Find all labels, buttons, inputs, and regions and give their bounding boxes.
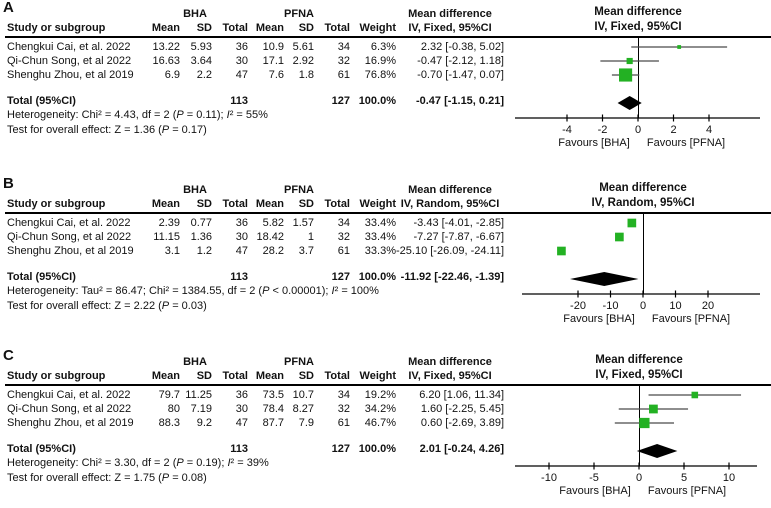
favours-left-label: Favours [BHA]: [558, 137, 630, 149]
cell-total-pfna: 61: [337, 417, 350, 429]
col-header-sd-bha: SD: [196, 22, 212, 34]
total-weight: 100.0%: [358, 95, 396, 107]
group-header-pfna: PFNA: [284, 356, 314, 368]
cell-sd-bha: 11.25: [185, 389, 212, 401]
cell-sd-pfna: 10.7: [292, 389, 314, 401]
tick-label: 2: [670, 124, 677, 136]
total-md: -11.92 [-22.46, -1.39]: [400, 271, 504, 283]
plot-title-line1: Mean difference: [599, 182, 687, 194]
col-header-mean-bha: Mean: [151, 198, 180, 210]
heterogeneity-note: Heterogeneity: Chi² = 3.30, df = 2 (P = 0.19); I² = 39%: [7, 457, 269, 469]
cell-mean-bha: 88.3: [158, 417, 180, 429]
cell-weight: 34.2%: [364, 403, 396, 415]
tick-label: 10: [722, 472, 736, 484]
tick-label: 0: [634, 124, 642, 136]
col-header-weight: Weight: [359, 198, 396, 210]
total-weight: 100.0%: [358, 443, 396, 455]
cell-md: -0.47 [-2.12, 1.18]: [417, 55, 504, 67]
study-row: [0, 54, 504, 68]
col-header-total-pfna: Total: [324, 198, 350, 210]
favours-left-label: Favours [BHA]: [559, 485, 631, 497]
effect-square: [677, 45, 681, 49]
group-header-bha: BHA: [183, 8, 207, 20]
cell-total-bha: 36: [235, 389, 248, 401]
effect-square: [639, 418, 649, 428]
col-header-mean-bha: Mean: [151, 22, 180, 34]
cell-md: -0.70 [-1.47, 0.07]: [417, 69, 504, 81]
cell-weight: 46.7%: [364, 417, 396, 429]
cell-total-bha: 30: [235, 231, 248, 243]
cell-mean-bha: 79.7: [158, 389, 180, 401]
col-header-mean-bha: Mean: [151, 370, 180, 382]
cell-mean-pfna: 18.42: [256, 231, 284, 243]
cell-md: -3.43 [-4.01, -2.85]: [413, 217, 504, 229]
total-weight: 100.0%: [358, 271, 396, 283]
cell-weight: 33.4%: [364, 231, 396, 243]
cell-mean-bha: 6.9: [164, 69, 180, 81]
total-label: Total (95%CI): [7, 95, 76, 107]
cell-total-pfna: 34: [337, 217, 350, 229]
cell-md: -25.10 [-26.09, -24.11]: [396, 245, 505, 257]
effect-square: [628, 219, 637, 228]
study-row: [0, 68, 504, 82]
overall-effect-note: Test for overall effect: Z = 1.75 (P = 0.08): [7, 472, 207, 484]
group-header-row: [0, 355, 504, 369]
study-name: Shenghu Zhou, et al 2019: [7, 417, 134, 429]
plot-title-line2: IV, Fixed, 95%CI: [594, 21, 682, 33]
study-row: [0, 244, 504, 258]
panel-a: [0, 0, 771, 176]
col-header-total-pfna: Total: [324, 22, 350, 34]
effect-square: [627, 58, 633, 64]
cell-total-pfna: 34: [337, 41, 350, 53]
cell-mean-pfna: 17.1: [262, 55, 284, 67]
md-header-line2: IV, Fixed, 95%CI: [408, 22, 492, 34]
total-label: Total (95%CI): [7, 271, 76, 283]
col-header-mean-pfna: Mean: [255, 198, 284, 210]
md-header-line2: IV, Random, 95%CI: [400, 198, 500, 210]
col-header-weight: Weight: [359, 370, 396, 382]
study-name: Chengkui Cai, et al. 2022: [7, 389, 131, 401]
group-header-pfna: PFNA: [284, 8, 314, 20]
cell-mean-pfna: 10.9: [262, 41, 284, 53]
study-col-header: Study or subgroup: [7, 22, 106, 34]
cell-mean-bha: 13.22: [152, 41, 180, 53]
total-n-pfna: 127: [331, 443, 350, 455]
forest-plot-c: [490, 348, 771, 508]
cell-md: 2.32 [-0.38, 5.02]: [420, 41, 504, 53]
cell-total-pfna: 34: [337, 389, 350, 401]
panel-c: [0, 348, 771, 508]
md-header-line1: Mean difference: [408, 356, 492, 368]
tick-label: 0: [639, 300, 647, 312]
cell-sd-bha: 7.19: [190, 403, 212, 415]
cell-md: 1.60 [-2.25, 5.45]: [420, 403, 504, 415]
cell-total-bha: 47: [235, 69, 248, 81]
cell-sd-bha: 3.64: [190, 55, 212, 67]
cell-sd-pfna: 1.8: [298, 69, 314, 81]
cell-total-pfna: 61: [337, 245, 350, 257]
total-md: -0.47 [-1.15, 0.21]: [415, 95, 504, 107]
study-name: Chengkui Cai, et al. 2022: [7, 41, 131, 53]
cell-sd-pfna: 2.92: [292, 55, 314, 67]
study-name: Qi-Chun Song, et al 2022: [7, 55, 132, 67]
plot-title-line1: Mean difference: [595, 354, 683, 366]
overall-effect-note: Test for overall effect: Z = 2.22 (P = 0.03): [7, 300, 207, 312]
cell-total-bha: 30: [235, 55, 248, 67]
col-header-total-bha: Total: [222, 22, 248, 34]
cell-sd-bha: 5.93: [190, 41, 212, 53]
cell-mean-pfna: 73.5: [262, 389, 284, 401]
cell-sd-pfna: 5.61: [292, 41, 314, 53]
plot-title-line1: Mean difference: [594, 6, 682, 18]
tick-label: 20: [701, 300, 715, 312]
cell-sd-bha: 0.77: [190, 217, 212, 229]
study-name: Shenghu Zhou, et al 2019: [7, 69, 134, 81]
total-row: [0, 442, 504, 456]
total-row: [0, 270, 504, 284]
study-name: Chengkui Cai, et al. 2022: [7, 217, 131, 229]
tick-label: 10: [669, 300, 682, 312]
heterogeneity-note: Heterogeneity: Chi² = 4.43, df = 2 (P = 0.11); I² = 55%: [7, 109, 268, 121]
total-diamond: [570, 272, 638, 286]
col-header-weight: Weight: [359, 22, 396, 34]
study-row: [0, 402, 504, 416]
group-header-pfna: PFNA: [284, 184, 314, 196]
cell-mean-pfna: 87.7: [262, 417, 284, 429]
md-header-line1: Mean difference: [408, 184, 492, 196]
cell-weight: 19.2%: [364, 389, 396, 401]
tick-label: 0: [635, 472, 643, 484]
total-n-pfna: 127: [331, 95, 350, 107]
cell-mean-bha: 2.39: [158, 217, 180, 229]
md-header-line1: Mean difference: [408, 8, 492, 20]
col-header-mean-pfna: Mean: [255, 370, 284, 382]
plot-title-line2: IV, Random, 95%CI: [591, 197, 695, 209]
tick-label: -20: [570, 300, 586, 312]
cell-sd-bha: 2.2: [196, 69, 212, 81]
cell-total-pfna: 32: [337, 55, 350, 67]
cell-mean-bha: 80: [167, 403, 180, 415]
cell-mean-pfna: 28.2: [262, 245, 284, 257]
col-header-mean-pfna: Mean: [255, 22, 284, 34]
cell-sd-pfna: 1.57: [292, 217, 314, 229]
cell-mean-bha: 3.1: [164, 245, 180, 257]
tick-label: -10: [602, 300, 619, 312]
tick-label: -10: [541, 472, 557, 484]
total-n-pfna: 127: [331, 271, 350, 283]
cell-mean-pfna: 78.4: [262, 403, 284, 415]
effect-square: [692, 392, 699, 399]
plot-title-line2: IV, Fixed, 95%CI: [595, 369, 683, 381]
tick-label: 4: [705, 124, 713, 136]
col-header-total-bha: Total: [222, 370, 248, 382]
cell-sd-pfna: 1: [307, 231, 314, 243]
tick-label: -2: [597, 124, 608, 136]
cell-total-bha: 30: [235, 403, 248, 415]
cell-md: 6.20 [1.06, 11.34]: [419, 389, 504, 401]
col-header-total-bha: Total: [222, 198, 248, 210]
cell-total-bha: 36: [235, 217, 248, 229]
cell-mean-pfna: 5.82: [262, 217, 284, 229]
favours-right-label: Favours [PFNA]: [651, 313, 731, 325]
heterogeneity-note: Heterogeneity: Tau² = 86.47; Chi² = 1384.55, df = 2 (P < 0.00001); I² = 100%: [7, 285, 379, 297]
cell-sd-pfna: 7.9: [298, 417, 314, 429]
study-name: Qi-Chun Song, et al 2022: [7, 231, 132, 243]
study-row: [0, 230, 504, 244]
cell-total-pfna: 32: [337, 403, 350, 415]
total-md: 2.01 [-0.24, 4.26]: [419, 443, 504, 455]
cell-weight: 6.3%: [370, 41, 396, 53]
study-row: [0, 216, 504, 230]
study-row: [0, 40, 504, 54]
panel-label: A: [3, 0, 14, 16]
cell-sd-pfna: 8.27: [292, 403, 314, 415]
col-header-sd-bha: SD: [196, 370, 212, 382]
forest-plot-a: [490, 0, 771, 176]
cell-mean-pfna: 7.6: [268, 69, 284, 81]
total-diamond: [637, 444, 678, 458]
cell-total-bha: 47: [235, 417, 248, 429]
cell-weight: 33.3%: [364, 245, 396, 257]
panel-label: B: [3, 175, 14, 192]
column-header-row: [0, 21, 504, 35]
study-row: [0, 388, 504, 402]
cell-md: -7.27 [-7.87, -6.67]: [413, 231, 504, 243]
study-name: Qi-Chun Song, et al 2022: [7, 403, 132, 415]
col-header-sd-pfna: SD: [298, 370, 314, 382]
effect-square: [557, 247, 566, 256]
group-header-bha: BHA: [183, 184, 207, 196]
cell-total-pfna: 32: [337, 231, 350, 243]
cell-weight: 33.4%: [364, 217, 396, 229]
tick-label: -4: [562, 124, 572, 136]
total-row: [0, 94, 504, 108]
col-header-sd-pfna: SD: [298, 22, 314, 34]
cell-mean-bha: 16.63: [152, 55, 180, 67]
study-row: [0, 416, 504, 430]
total-n-bha: 113: [230, 95, 248, 107]
overall-effect-note: Test for overall effect: Z = 1.36 (P = 0.17): [7, 124, 207, 136]
col-header-sd-pfna: SD: [298, 198, 314, 210]
cell-total-bha: 36: [235, 41, 248, 53]
column-header-row: [0, 197, 504, 211]
cell-sd-pfna: 3.7: [298, 245, 314, 257]
study-name: Shenghu Zhou, et al 2019: [7, 245, 134, 257]
total-label: Total (95%CI): [7, 443, 76, 455]
tick-label: -5: [589, 472, 599, 484]
panel-b: [0, 176, 771, 348]
favours-left-label: Favours [BHA]: [563, 313, 635, 325]
panel-label: C: [3, 347, 14, 364]
total-n-bha: 113: [230, 271, 248, 283]
group-header-row: [0, 7, 504, 21]
group-header-bha: BHA: [183, 356, 207, 368]
col-header-sd-bha: SD: [196, 198, 212, 210]
total-n-bha: 113: [230, 443, 248, 455]
cell-sd-bha: 1.36: [190, 231, 212, 243]
cell-weight: 76.8%: [364, 69, 396, 81]
cell-sd-bha: 9.2: [196, 417, 212, 429]
effect-square: [619, 68, 632, 81]
col-header-total-pfna: Total: [324, 370, 350, 382]
cell-total-bha: 47: [235, 245, 248, 257]
column-header-row: [0, 369, 504, 383]
cell-weight: 16.9%: [364, 55, 396, 67]
cell-total-pfna: 61: [337, 69, 350, 81]
cell-sd-bha: 1.2: [196, 245, 212, 257]
study-col-header: Study or subgroup: [7, 370, 106, 382]
effect-square: [615, 233, 624, 242]
tick-label: 5: [680, 472, 688, 484]
study-col-header: Study or subgroup: [7, 198, 106, 210]
cell-md: 0.60 [-2.69, 3.89]: [420, 417, 504, 429]
cell-mean-bha: 11.15: [153, 231, 180, 243]
forest-plot-b: [490, 176, 771, 348]
md-header-line2: IV, Fixed, 95%CI: [408, 370, 492, 382]
favours-right-label: Favours [PFNA]: [646, 137, 726, 149]
effect-square: [649, 405, 658, 414]
group-header-row: [0, 183, 504, 197]
favours-right-label: Favours [PFNA]: [647, 485, 727, 497]
